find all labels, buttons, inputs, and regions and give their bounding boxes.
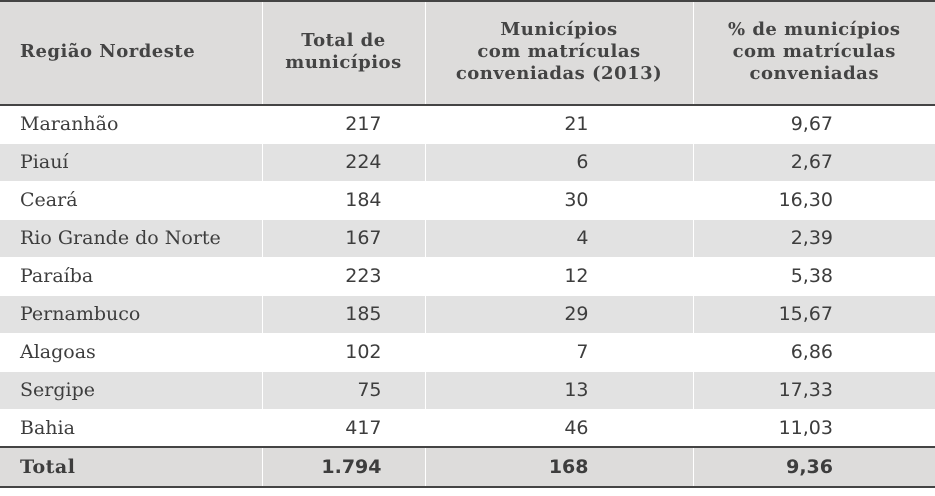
cell-percentual: 9,67: [693, 105, 935, 143]
cell-municipios: 13: [425, 371, 693, 409]
cell-municipios: 21: [425, 105, 693, 143]
cell-total: 217: [262, 105, 425, 143]
cell-municipios: 30: [425, 181, 693, 219]
cell-percentual: 6,86: [693, 333, 935, 371]
cell-percentual: 2,39: [693, 219, 935, 257]
header-pct-line-1: % de municípios: [727, 19, 901, 40]
cell-total: 185: [262, 295, 425, 333]
cell-total: 167: [262, 219, 425, 257]
cell-total-total: 1.794: [262, 447, 425, 487]
cell-regiao: Ceará: [0, 181, 262, 219]
cell-municipios: 7: [425, 333, 693, 371]
cell-regiao: Rio Grande do Norte: [0, 219, 262, 257]
table-row: [0, 295, 935, 333]
header-total-line-2: municípios: [285, 52, 402, 73]
cell-percentual: 5,38: [693, 257, 935, 295]
header-mun-line-2: com matrículas: [477, 41, 641, 62]
header-municipios-conveniadas: [425, 1, 693, 105]
cell-total-percentual: 9,36: [693, 447, 935, 487]
header-total-line-1: Total de: [301, 30, 386, 51]
cell-municipios: 4: [425, 219, 693, 257]
cell-regiao: Sergipe: [0, 371, 262, 409]
table-row: [0, 143, 935, 181]
table-row: [0, 181, 935, 219]
cell-municipios: 6: [425, 143, 693, 181]
header-regiao: Região Nordeste: [0, 1, 262, 105]
header-mun-line-3: conveniadas (2013): [455, 63, 663, 84]
header-mun-line-1: Municípios: [500, 19, 618, 40]
table-row: [0, 257, 935, 295]
cell-total: 223: [262, 257, 425, 295]
cell-regiao: Pernambuco: [0, 295, 262, 333]
table-row: [0, 333, 935, 371]
cell-regiao: Piauí: [0, 143, 262, 181]
cell-total: 417: [262, 409, 425, 447]
cell-regiao: Maranhão: [0, 105, 262, 143]
cell-municipios: 29: [425, 295, 693, 333]
header-pct-line-2: com matrículas: [732, 41, 896, 62]
cell-percentual: 16,30: [693, 181, 935, 219]
table-row: [0, 371, 935, 409]
cell-total: 224: [262, 143, 425, 181]
header-pct-line-3: conveniadas: [749, 63, 879, 84]
cell-percentual: 11,03: [693, 409, 935, 447]
cell-municipios: 12: [425, 257, 693, 295]
cell-total: 75: [262, 371, 425, 409]
cell-total-municipios: 168: [425, 447, 693, 487]
table-row: [0, 105, 935, 143]
header-total-municipios: [262, 1, 425, 105]
cell-percentual: 15,67: [693, 295, 935, 333]
cell-regiao: Alagoas: [0, 333, 262, 371]
cell-percentual: 2,67: [693, 143, 935, 181]
cell-percentual: 17,33: [693, 371, 935, 409]
table-row: [0, 219, 935, 257]
total-row: [0, 447, 935, 487]
table-row: [0, 409, 935, 447]
cell-municipios: 46: [425, 409, 693, 447]
header-percentual: [693, 1, 935, 105]
header-row: [0, 1, 935, 105]
cell-regiao: Bahia: [0, 409, 262, 447]
cell-regiao: Paraíba: [0, 257, 262, 295]
cell-total-label: Total: [0, 447, 262, 487]
cell-total: 184: [262, 181, 425, 219]
cell-total: 102: [262, 333, 425, 371]
